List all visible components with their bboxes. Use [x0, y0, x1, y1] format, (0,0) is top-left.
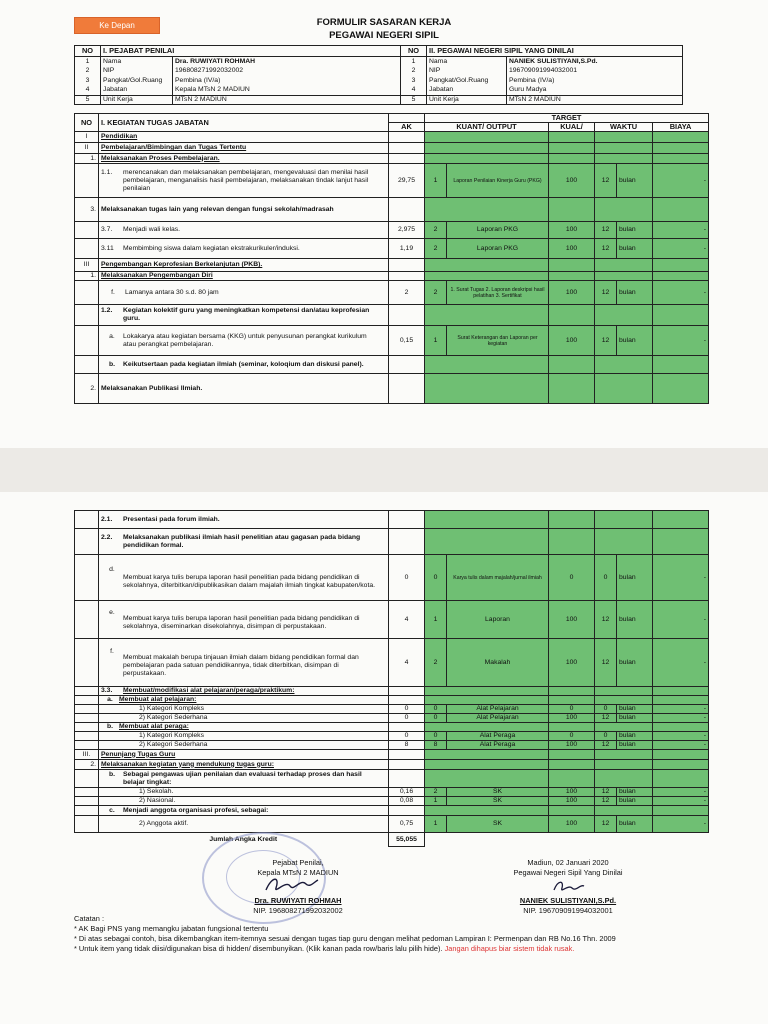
col-biaya: BIAYA — [653, 123, 709, 132]
table-row: 2) Nasional. 0,08 1 SK 100 12 bulan - — [75, 797, 709, 806]
col-kual: KUAL/ — [549, 123, 595, 132]
form-page-2 — [0, 492, 768, 1024]
table-row: 2) Kategori Sederhana 8 8 Alat Peraga 100 12 bulan - — [75, 741, 709, 750]
table-row: b. Sebagai pengawas ujian penilaian dan evaluasi terhadap proses dan hasil belajar tingkat: — [75, 770, 709, 788]
table-row: III Pengembangan Keprofesian Berkelanjutan (PKB). — [75, 259, 709, 272]
notes-title: Catatan : — [74, 914, 104, 923]
note-2: * Di atas sebagai contoh, bisa dikembangkan item-itemnya sesuai dengan tugas tiap guru dengan melihat pedoman Lampiran I: Permenpan dan RB No.16 Thn. 2009 — [74, 934, 616, 943]
official-row: 3 Pangkat/Gol.Ruang Pembina (IV/a) 3 Pangkat/Gol.Ruang Pembina (IV/a) — [75, 76, 683, 86]
col-no: NO — [75, 46, 101, 57]
table-row: I Pendidikan — [75, 132, 709, 143]
table-row: 1.1. merencanakan dan melaksanakan pembelajaran, mengevaluasi dan menilai hasil pembelajaran, menganalisis hasil pembelajaran, melaksanakan tindak lanjut hasil penilaian 29,75 1 Laporan Penilaian Kinerja Guru (PKG) 100 12 bulan - — [75, 164, 709, 198]
table-row: 1) Sekolah. 0,16 2 SK 100 12 bulan - — [75, 788, 709, 797]
right-signer-name: NANIEK SULISTIYANI,S.Pd. — [519, 896, 617, 905]
col-kegiatan: I. KEGIATAN TUGAS JABATAN — [99, 114, 389, 132]
table-row: 1. Melaksanakan Proses Pembelajaran. — [75, 154, 709, 164]
official-row: 5 Unit Kerja MTsN 2 MADIUN 5 Unit Kerja MTsN 2 MADIUN — [75, 95, 683, 105]
table-row: c. Menjadi anggota organisasi profesi, sebagai: — [75, 806, 709, 816]
table-row: 2.2. Melaksanakan publikasi ilmiah hasil penelitian atau gagasan pada bidang pendidikan formal. — [75, 529, 709, 555]
activities-table-p1 — [74, 113, 709, 404]
col-waktu: WAKTU — [595, 123, 653, 132]
table-row: d.Membuat karya tulis berupa laporan hasil penelitian pada bidang pendidikan di sekolahnya, diterbitkan/dipublikasikan dalam majalah ilmiah tingkat kabupaten/kota. 0 0 Karya tulis dalam majalah/jurnal ilmiah 0 0 bulan - — [75, 555, 709, 601]
table-row: II Pembelajaran/Bimbingan dan Tugas Tertentu — [75, 143, 709, 154]
table-row: 3.3. Membuat/modifikasi alat pelajaran/peraga/praktikum: — [75, 687, 709, 696]
table-row: 1) Kategori Kompleks 0 0 Alat Pelajaran 0 0 bulan - — [75, 705, 709, 714]
table-row: 3. Melaksanakan tugas lain yang relevan dengan fungsi sekolah/madrasah — [75, 198, 709, 222]
left-signature-icon — [262, 874, 322, 896]
table-row: 2.1. Presentasi pada forum ilmiah. — [75, 511, 709, 529]
table-row: b. Keikutsertaan pada kegiatan ilmiah (seminar, koloqium dan diskusi panel). — [75, 356, 709, 374]
left-signer-name: Dra. RUWIYATI ROHMAH — [254, 896, 342, 905]
note-3-warning: Jangan dihapus biar sistem tidak rusak. — [444, 944, 575, 953]
officials-table — [74, 45, 683, 57]
table-row: a. Lokakarya atau kegiatan bersama (KKG) untuk penyusunan perangkat kurikulum atau perangkat pembelajaran. 0,15 1 Surat Keterangan dan Laporan per kegiatan 100 12 bulan - — [75, 326, 709, 356]
note-1: * AK Bagi PNS yang memangku jabatan fungsional tertentu — [74, 924, 269, 933]
col-no: NO — [75, 114, 99, 132]
notes — [74, 914, 616, 954]
table-row: f.Membuat makalah berupa tinjauan ilmiah dalam bidang pendidikan formal dan pembelajaran pada satuan pendidikannya, tidak diterbitkan, disimpan di perpustakaan. 4 2 Makalah 100 12 bulan - — [75, 639, 709, 687]
table-row: 2. Melaksanakan Publikasi Ilmiah. — [75, 374, 709, 404]
col-no-2: NO — [401, 46, 427, 57]
table-row: b. Membuat alat peraga: — [75, 723, 709, 732]
officials-rows — [74, 57, 683, 105]
table-row: a. Membuat alat pelajaran: — [75, 696, 709, 705]
table-row: 1) Kategori Kompleks 0 0 Alat Peraga 0 0 bulan - — [75, 732, 709, 741]
col-ak: AK — [389, 123, 425, 132]
table-row: e.Membuat karya tulis berupa laporan hasil penelitian pada bidang pendidikan di sekolahnya, diseminarkan disekolahnya, disimpan di perpustakaan. 4 1 Laporan 100 12 bulan - — [75, 601, 709, 639]
table-row: 3.11 Membimbing siswa dalam kegiatan ekstrakurikuler/induksi. 1,19 2 Laporan PKG 100 12 bulan - — [75, 239, 709, 259]
table-row: 2) Kategori Sederhana 0 0 Alat Pelajaran 100 12 bulan - — [75, 714, 709, 723]
left-signature-block: Pejabat Penilai, Kepala MTsN 2 MADIUN — [257, 858, 339, 877]
table-row: 1. Melaksanakan Pengembangan Diri — [75, 272, 709, 281]
note-3: * Untuk item yang tidak diisi/digunakan bisa di hidden/ disembunyikan. (Klik kanan pada row/baris lalu pilih hide). Jangan dihapus biar sistem tidak rusak. — [74, 944, 575, 953]
official-row: 2 NIP 196808271992032002 2 NIP 196709091994032001 — [75, 67, 683, 77]
total-label: Jumlah Angka Kredit — [209, 835, 278, 843]
title-line-2: PEGAWAI NEGERI SIPIL — [329, 30, 439, 41]
table-row: 2) Anggota aktif. 0,75 1 SK 100 12 bulan - — [75, 816, 709, 833]
table-row: 1.2. Kegiatan kolektif guru yang meningkatkan kompetensi dan/atau keprofesian guru. — [75, 305, 709, 326]
table-row: III. Penunjang Tugas Guru — [75, 750, 709, 760]
title-line-1: FORMULIR SASARAN KERJA — [316, 17, 452, 28]
form-page-1 — [0, 0, 768, 448]
form-title — [0, 16, 768, 42]
right-signature-block: Madiun, 02 Januari 2020 Pegawai Negeri Sipil Yang Dinilai — [513, 858, 623, 877]
official-row: 4 Jabatan Kepala MTsN 2 MADIUN 4 Jabatan Guru Madya — [75, 86, 683, 96]
col-kuant: KUANT/ OUTPUT — [425, 123, 549, 132]
table-row: f. Lamanya antara 30 s.d. 80 jam 2 2 1. Surat Tugas 2. Laporan deskripsi hasil pelatihan 3. Sertifikat 100 12 bulan - — [75, 281, 709, 305]
official-row: 1 Nama Dra. RUWIYATI ROHMAH 1 Nama NANIEK SULISTIYANI,S.Pd. — [75, 57, 683, 67]
table-row: 2. Melaksanakan kegiatan yang mendukung tugas guru: — [75, 760, 709, 770]
right-signature-icon — [548, 876, 588, 898]
table-row: 3.7. Menjadi wali kelas. 2,975 2 Laporan PKG 100 12 bulan - — [75, 222, 709, 239]
activities-table-p2 — [74, 510, 709, 847]
pejabat-penilai-header: I. PEJABAT PENILAI — [101, 46, 401, 57]
right-signer-nip: NIP. 196709091994032001 — [523, 905, 613, 915]
col-target: TARGET — [425, 114, 709, 123]
ke-depan-button[interactable]: Ke Depan — [74, 17, 160, 34]
pns-dinilai-header: II. PEGAWAI NEGERI SIPIL YANG DINILAI — [427, 46, 683, 57]
total-value: 55,055 — [389, 833, 425, 847]
total-row — [75, 833, 709, 847]
left-signer-nip: NIP. 196808271992032002 — [253, 905, 343, 915]
